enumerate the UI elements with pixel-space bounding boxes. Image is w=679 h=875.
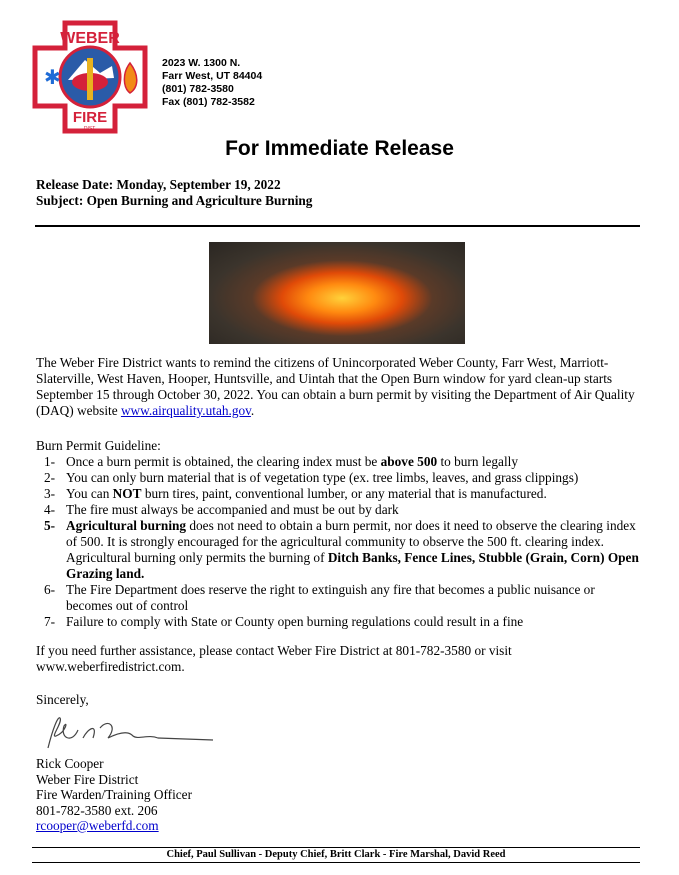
footer-rule-top (32, 847, 640, 848)
signer-email-link[interactable]: rcooper@weberfd.com (36, 818, 159, 833)
list-item (44, 502, 644, 518)
fax: Fax (801) 782-3582 (162, 96, 255, 108)
list-item (44, 518, 644, 582)
daq-website-link[interactable]: www.airquality.utah.gov (120, 403, 251, 418)
footer-officers: Chief, Paul Sullivan - Deputy Chief, Britt Clark - Fire Marshal, David Reed (166, 849, 506, 860)
svg-text:FIRE: FIRE (72, 109, 108, 126)
release-meta (36, 177, 312, 209)
item-text: does not need to obtain a burn permit, nor does it need to observe the clearing index of 500. It is strongly encouraged for the agricultural community to observe the 500 ft. clearing index. Agricultural burning only permits the burning of (66, 518, 636, 565)
item-number: 6- (44, 582, 56, 597)
item-text: burn tires, paint, conventional lumber, or any material that is manufactured. (141, 486, 547, 501)
signature (38, 708, 218, 758)
item-number: 4- (44, 502, 56, 517)
intro-text: The Weber Fire District wants to remind the citizens of Unincorporated Weber County, Farr West, Marriott-Slaterville, West Haven, Hooper, Huntsville, and Uintah that the Open Burn window for yard clean-up starts September 15 through October 30, 2022. You can obtain a burn permit by visiting the Department of Air Quality (DAQ) website (36, 355, 635, 418)
item-text: to burn legally (437, 454, 518, 469)
intro-paragraph (36, 355, 646, 419)
item-number: 1- (44, 454, 56, 469)
closing: Sincerely, (36, 692, 89, 707)
weber-fire-district-logo (30, 18, 150, 136)
list-item (44, 454, 644, 470)
subject: Subject: Open Burning and Agriculture Burning (36, 193, 313, 208)
release-date: Release Date: Monday, September 19, 2022 (36, 177, 281, 192)
guideline-list (44, 454, 644, 630)
contact-paragraph: If you need further assistance, please contact Weber Fire District at 801-782-3580 or visit www.weberfiredistrict.com. (36, 643, 512, 674)
page-title: For Immediate Release (225, 137, 454, 160)
guideline-title: Burn Permit Guideline: (36, 438, 161, 453)
svg-text:✱: ✱ (44, 67, 61, 89)
item-bold: Ditch Banks, Fence Lines, Stubble (Grain, Corn) Open Grazing land. (66, 550, 639, 581)
list-item (44, 614, 644, 630)
phone: (801) 782-3580 (162, 83, 234, 95)
city-state-zip: Farr West, UT 84404 (162, 70, 263, 82)
item-text: You can (66, 486, 113, 501)
footer-rule-bottom (32, 862, 640, 863)
item-text: Once a burn permit is obtained, the clearing index must be (66, 454, 381, 469)
signer-phone: 801-782-3580 ext. 206 (36, 802, 158, 818)
svg-text:WEBER: WEBER (60, 30, 120, 47)
item-number: 3- (44, 486, 56, 501)
list-item (44, 470, 644, 486)
item-number: 7- (44, 614, 56, 629)
item-text: Failure to comply with State or County open burning regulations could result in a fine (66, 614, 524, 629)
item-bold: NOT (112, 486, 142, 501)
item-bold: above 500 (380, 454, 438, 469)
item-text: You can only burn material that is of vegetation type (ex. tree limbs, leaves, and grass clippings) (66, 470, 579, 485)
signer-name: Rick Cooper (36, 756, 104, 771)
divider (35, 225, 640, 227)
address-block (162, 57, 262, 109)
item-text: The fire must always be accompanied and must be out by dark (66, 502, 399, 517)
item-bold: Agricultural burning (66, 518, 187, 533)
signer-role: Fire Warden/Training Officer (36, 787, 192, 802)
list-item (44, 582, 644, 614)
street-address: 2023 W. 1300 N. (162, 57, 241, 69)
svg-text:DIST.: DIST. (83, 126, 97, 132)
item-number: 2- (44, 470, 56, 485)
item-text: The Fire Department does reserve the right to extinguish any fire that becomes a public nuisance or becomes out of control (66, 582, 595, 613)
list-item (44, 486, 644, 502)
signer-block (36, 756, 192, 834)
signer-org: Weber Fire District (36, 771, 139, 787)
item-number: 5- (44, 518, 56, 533)
intro-end: . (250, 403, 255, 418)
grass-fire-photo (209, 242, 465, 344)
